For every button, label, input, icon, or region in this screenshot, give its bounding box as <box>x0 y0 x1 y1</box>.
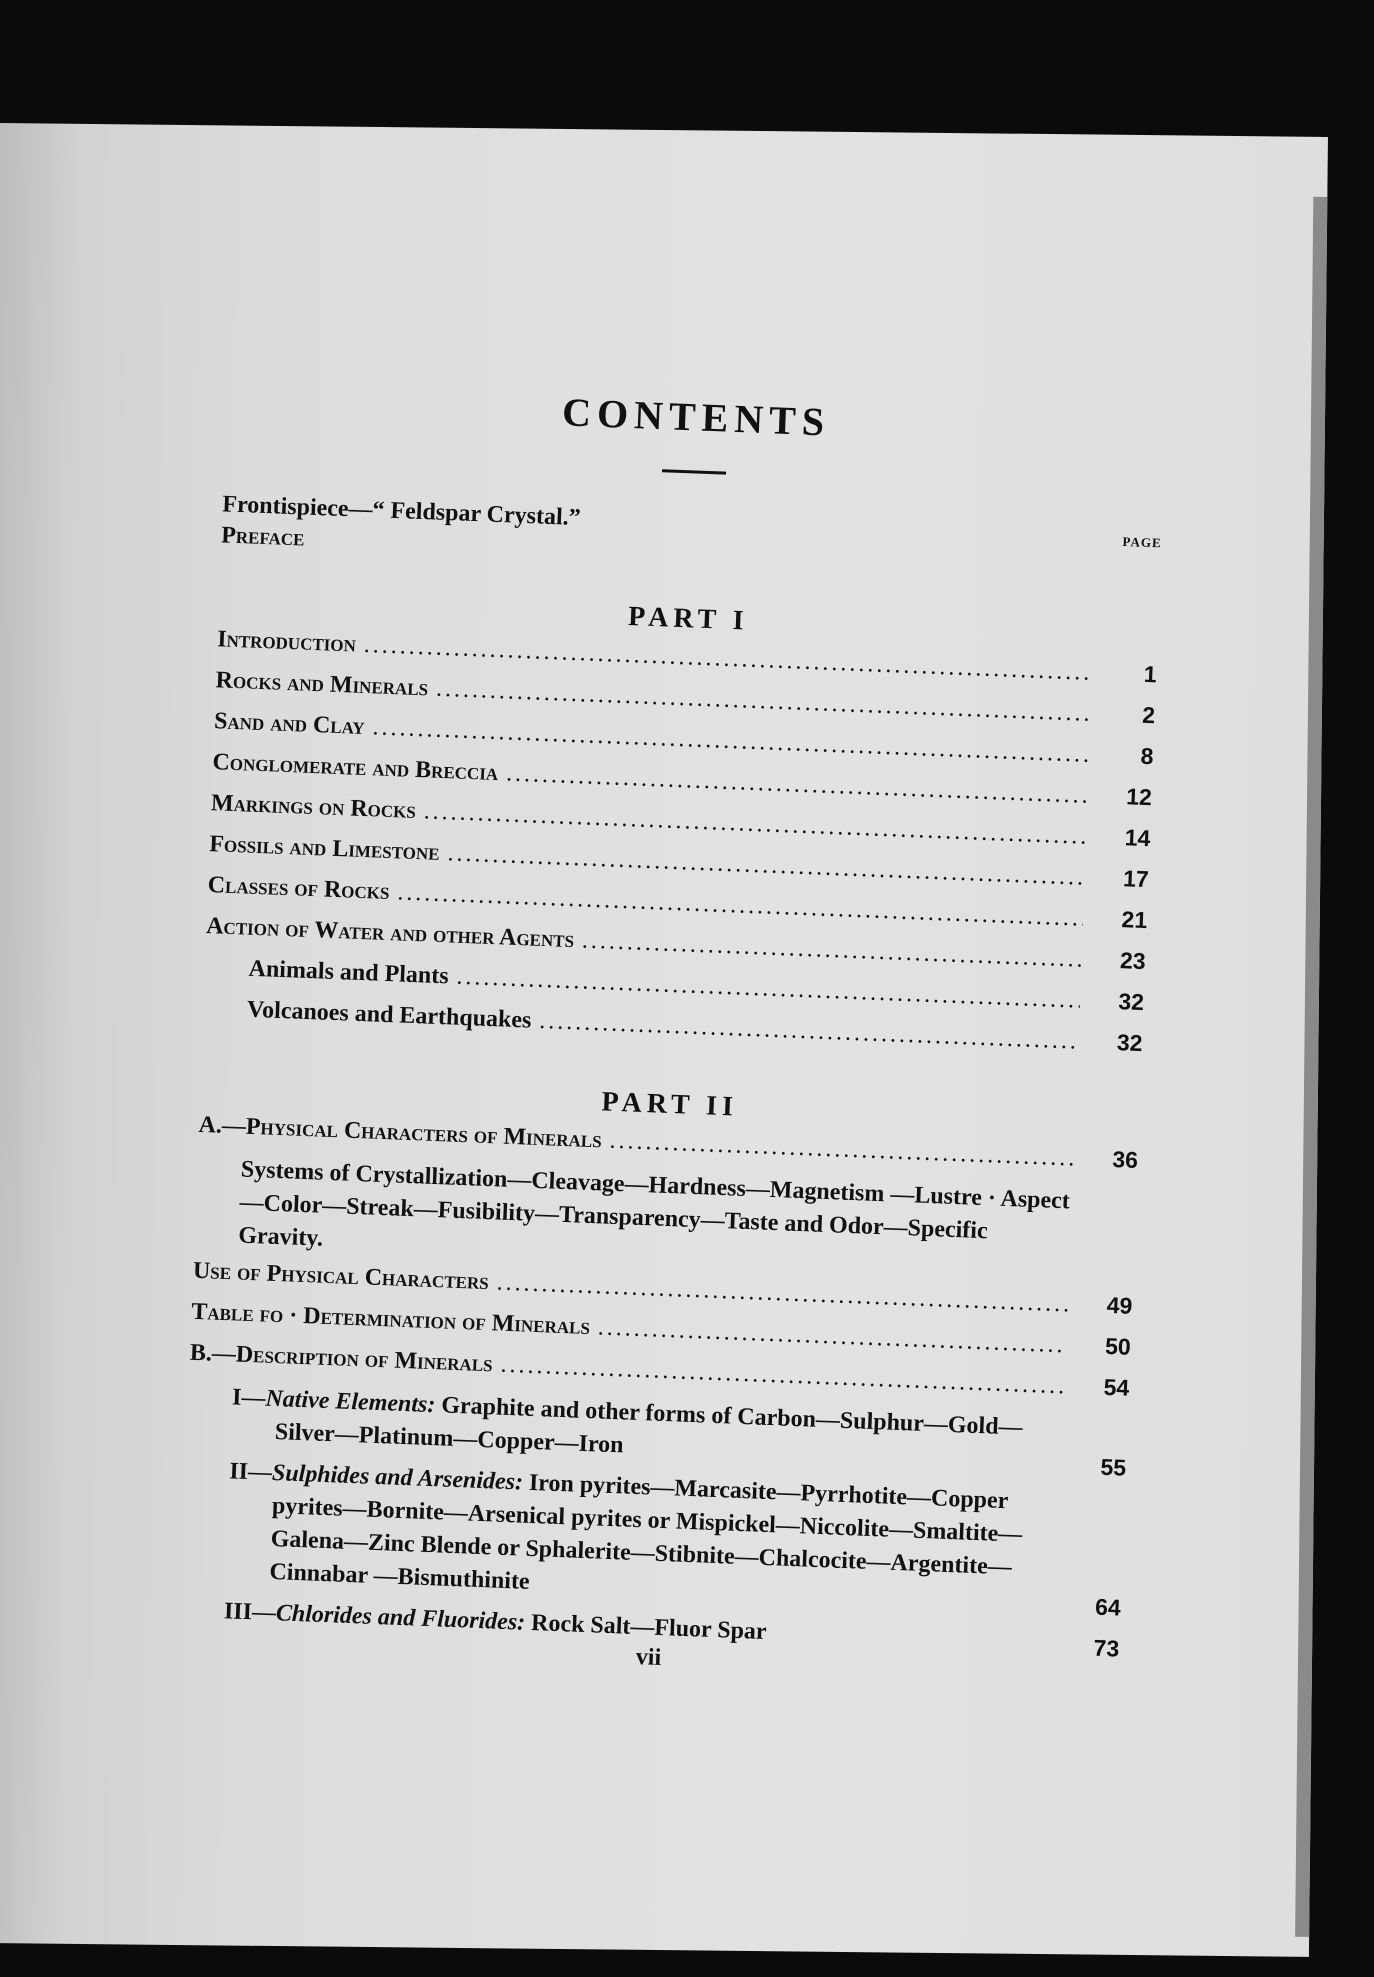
preface-entry: Preface <box>220 522 305 552</box>
subentry-text: Graphite and other forms of Carbon—Sulphur—Gold—Silver—Platinum—Copper—Iron <box>274 1392 1024 1459</box>
title-rule <box>662 469 726 474</box>
subentry-title: Native Elements: <box>264 1385 436 1419</box>
toc-entry-label: Classes of Rocks <box>207 872 390 906</box>
part-two-heading: PART II <box>600 1086 739 1123</box>
toc-entry-label: A.—Physical Characters of Minerals <box>198 1111 603 1154</box>
page-title: CONTENTS <box>561 389 831 445</box>
toc-entry-label: Animals and Plants <box>248 955 450 990</box>
toc-entry-page: 36 <box>1111 1146 1139 1173</box>
toc-entry-label: Markings on Rocks <box>210 790 417 824</box>
toc-entry-label: B.—Description of Minerals <box>189 1339 494 1378</box>
page-edge <box>1295 197 1327 1937</box>
part-one-heading: PART I <box>627 601 750 637</box>
toc-entry-page: 12 <box>1125 783 1153 811</box>
subentry-text: Iron pyrites—Marcasite—Pyrrhotite—Copper pyrites—Bornite—Arsenical pyrites or Mispickel—Niccolite—Smaltite—Galena—Zinc Blende or Sphalerite—Stibnite—Chalcocite—Argentite—Cinnabar —Bismuthinite <box>269 1469 1023 1595</box>
toc-entry-label: Introduction <box>216 626 357 658</box>
toc-entry-label: Action of Water and other Agents <box>205 913 575 954</box>
toc-entry-page: 32 <box>1117 988 1145 1016</box>
toc-entry-page: 1 <box>1143 660 1158 688</box>
toc-entry-label: Rocks and Minerals <box>215 667 429 702</box>
subentry-title: Sulphides and Arsenides: <box>271 1459 524 1496</box>
toc-entry-label: Use of Physical Characters <box>192 1257 490 1296</box>
subentry-text: Rock Salt—Fluor Spar <box>530 1610 768 1646</box>
toc-entry-label: Sand and Clay <box>213 708 366 740</box>
book-page <box>0 123 1328 1957</box>
leader-dots <box>609 1128 1074 1173</box>
toc-entry-page: 32 <box>1116 1029 1143 1057</box>
subentry-title: Chlorides and Fluorides: <box>275 1600 526 1636</box>
toc-subentry-text <box>181 1454 1069 1620</box>
toc-subentry <box>181 1454 1125 1622</box>
frontispiece-label: Frontispiece—“ Feldspar Crystal.” <box>221 491 582 532</box>
page-number: vii <box>635 1644 662 1672</box>
toc-entry-page: 54 <box>1103 1373 1130 1401</box>
toc-entry-page: 17 <box>1122 865 1150 893</box>
toc-entry-label: Conglomerate and Breccia <box>212 749 499 787</box>
toc-entry-page: 14 <box>1124 824 1151 852</box>
toc-entry-page: 64 <box>1094 1593 1122 1621</box>
subentry-numeral: III— <box>223 1598 277 1627</box>
toc-entry-page: 55 <box>1100 1453 1127 1481</box>
toc-entry-page: 8 <box>1140 742 1154 770</box>
toc-entry-label: Fossils and Limestone <box>208 831 441 866</box>
subentry-numeral: I— <box>231 1384 266 1412</box>
toc-entry-page: 2 <box>1141 701 1156 729</box>
toc-entry-page: 49 <box>1106 1291 1133 1319</box>
toc-entry-label: Table fo · Determination of Minerals <box>190 1298 591 1341</box>
contents-section <box>178 375 1166 1689</box>
toc-entry-label: Volcanoes and Earthquakes <box>246 996 532 1034</box>
toc-entry-page: 73 <box>1093 1634 1120 1662</box>
toc-entry-page: 50 <box>1104 1332 1132 1360</box>
page-column-heading: PAGE <box>1122 533 1162 551</box>
toc-entry-page: 23 <box>1119 947 1147 975</box>
subentry-numeral: II— <box>228 1458 273 1486</box>
toc-entry-description: Systems of Crystallization—Cleavage—Hardness—Magnetism —Lustre · Aspect—Color—Streak—Fusibility—Transparency—Taste and Odor—Specific Gravity. <box>237 1156 1071 1252</box>
toc-entry-page: 21 <box>1121 906 1148 934</box>
